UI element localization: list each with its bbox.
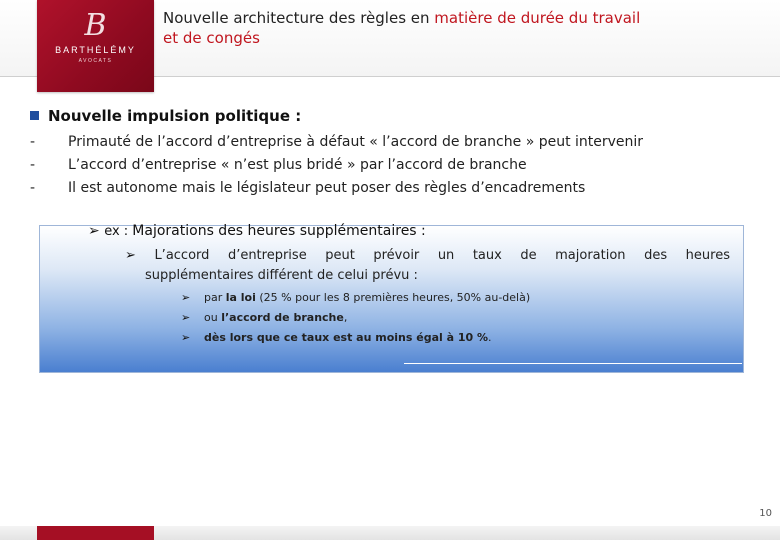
description-line2: supplémentaires différent de celui prévu : [145, 268, 418, 283]
item-text: ou [204, 311, 222, 324]
description-word: prévoir [373, 248, 420, 263]
page-number: 10 [759, 508, 772, 519]
example-description [125, 246, 730, 286]
example-items [181, 288, 741, 348]
title-accent: matière de durée du travail [434, 9, 641, 27]
bullet-text: Il est autonome mais le législateur peut poser des règles d’encadrements [68, 180, 586, 196]
description-word: L’accord [154, 248, 210, 263]
list-item [30, 177, 770, 200]
panel-divider [404, 363, 742, 364]
bullet-text: Primauté de l’accord d’entreprise à défaut « l’accord de branche » peut intervenir [68, 134, 644, 150]
arrow-bullet-icon: ➢ [125, 248, 136, 263]
firm-logo [37, 0, 154, 92]
logo-subtitle: AVOCATS [78, 58, 113, 64]
item-text: (25 % pour les 8 premières heures, 50% au-delà) [255, 291, 531, 304]
item-bold: l’accord de branche [221, 311, 344, 324]
list-item [30, 131, 770, 154]
description-word: heures [685, 248, 730, 263]
arrow-bullet-icon: ➢ [181, 311, 191, 324]
logo-firm-name: BARTHÉLÉMY [55, 45, 136, 55]
description-word: d’entreprise [227, 248, 307, 263]
description-word: des [644, 248, 668, 263]
square-bullet-icon [30, 111, 39, 120]
example-prefix: ex : [104, 224, 133, 239]
example-heading-text: Majorations des heures supplémentaires : [132, 223, 426, 239]
bullet-list [30, 131, 770, 200]
description-word: peut [325, 248, 355, 263]
dash-bullet-icon: - [30, 180, 36, 196]
page-title [163, 8, 763, 48]
item-text: , [343, 311, 348, 324]
description-word: taux [472, 248, 502, 263]
item-text: . [488, 331, 492, 344]
item-text: par [204, 291, 226, 304]
dash-bullet-icon: - [30, 157, 36, 173]
arrow-bullet-icon: ➢ [181, 291, 191, 304]
list-item [181, 308, 741, 328]
section-heading-text: Nouvelle impulsion politique : [48, 107, 302, 125]
section-heading [30, 107, 301, 125]
arrow-bullet-icon: ➢ [181, 331, 191, 344]
arrow-bullet-icon: ➢ [88, 223, 100, 239]
footer-brand-strip [37, 526, 154, 540]
example-heading [88, 223, 748, 239]
description-word: un [437, 248, 455, 263]
dash-bullet-icon: - [30, 134, 36, 150]
list-item [181, 288, 741, 308]
logo-monogram: B [84, 8, 107, 43]
list-item [181, 328, 741, 348]
description-line1 [125, 246, 730, 266]
description-word: de [520, 248, 537, 263]
title-part2: et de congés [163, 29, 260, 47]
item-bold: la loi [225, 291, 256, 304]
list-item [30, 154, 770, 177]
item-bold: dès lors que ce taux est au moins égal à 10 % [204, 331, 489, 344]
bullet-text: L’accord d’entreprise « n’est plus bridé » par l’accord de branche [68, 157, 527, 173]
title-part1: Nouvelle architecture des règles en [163, 9, 435, 27]
description-word: majoration [555, 248, 626, 263]
